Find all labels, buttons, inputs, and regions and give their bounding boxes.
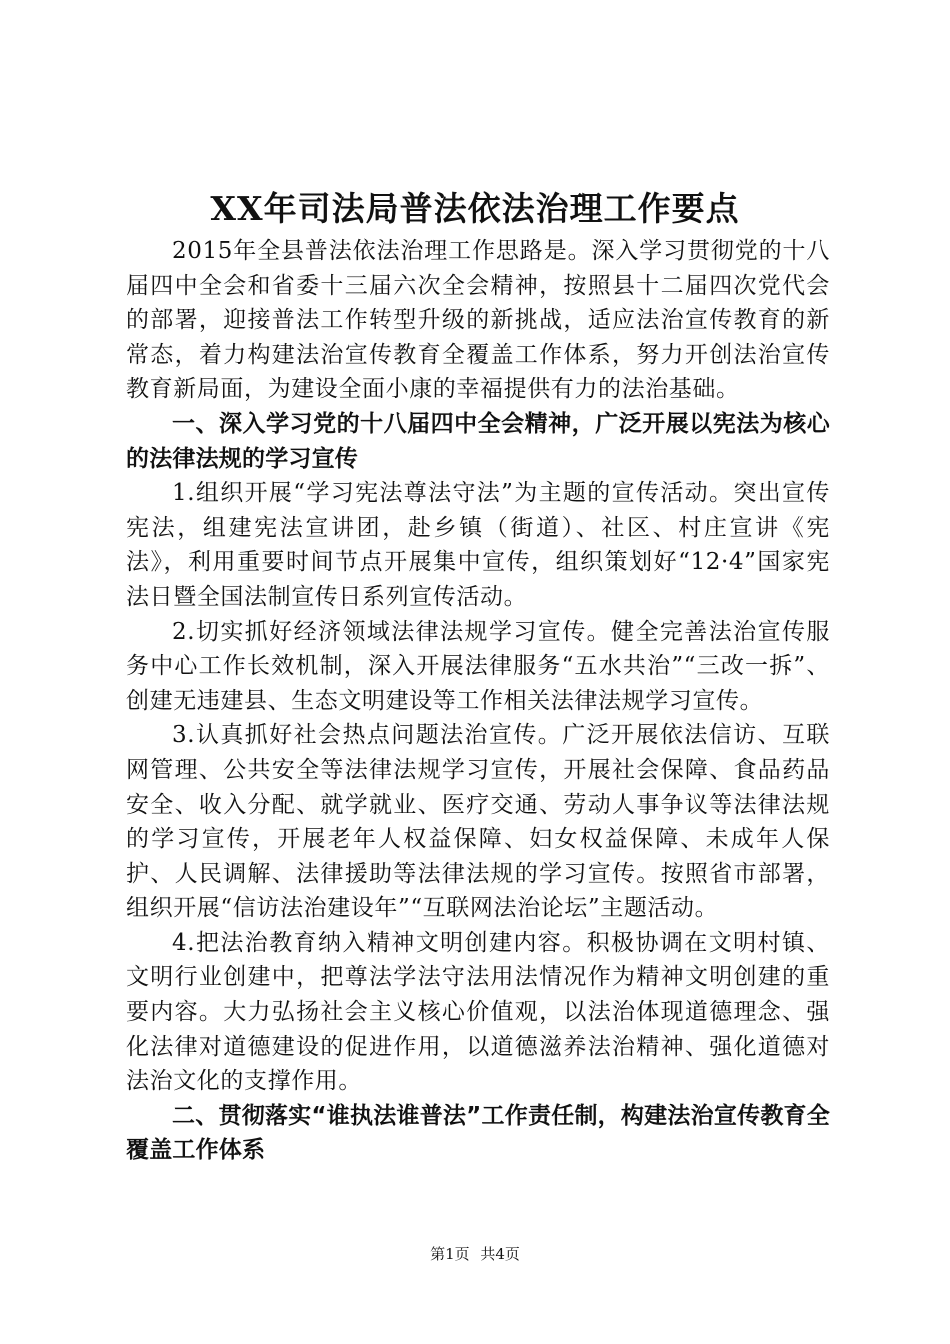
item-paragraph-3: 3.认真抓好社会热点问题法治宣传。广泛开展依法信访、互联网管理、公共安全等法律法规学习宣传，开展社会保障、食品药品安全、收入分配、就学就业、医疗交通、劳动人事争议等法律法规的学习宣传，开展老年人权益保障、妇女权益保障、未成年人保护、人民调解、法律援助等法律法规的学习宣传。按照省市部署，组织开展“信访法治建设年”“互联网法治论坛”主题活动。 [126, 722, 830, 922]
page-number: 第1页 [430, 1245, 470, 1263]
document-title: XX年司法局普法依法治理工作要点 [210, 189, 740, 228]
page-footer [0, 1244, 950, 1264]
section-heading-2: 二、贯彻落实“谁执法谁普法”工作责任制，构建法治宣传教育全覆盖工作体系 [126, 1102, 830, 1164]
item-paragraph-4: 4.把法治教育纳入精神文明创建内容。积极协调在文明村镇、文明行业创建中，把尊法学法守法用法情况作为精神文明创建的重要内容。大力弘扬社会主义核心价值观，以法治体现道德理念、强化法律对道德建设的促进作用，以道德滋养法治精神、强化道德对法治文化的支撑作用。 [126, 929, 830, 1095]
section-heading-1: 一、深入学习党的十八届四中全会精神，广泛开展以宪法为核心的法律法规的学习宣传 [126, 410, 830, 472]
item-paragraph-2: 2.切实抓好经济领域法律法规学习宣传。健全完善法治宣传服务中心工作长效机制，深入开展法律服务“五水共治”“三改一拆”、创建无违建县、生态文明建设等工作相关法律法规学习宣传。 [126, 618, 830, 714]
document-body [126, 234, 830, 1168]
intro-paragraph: 2015年全县普法依法治理工作思路是。深入学习贯彻党的十八届四中全会和省委十三届六次全会精神，按照县十二届四次党代会的部署，迎接普法工作转型升级的新挑战，适应法治宣传教育的新常态，着力构建法治宣传教育全覆盖工作体系，努力开创法治宣传教育新局面，为建设全面小康的幸福提供有力的法治基础。 [126, 238, 830, 403]
page-total: 共4页 [480, 1245, 520, 1263]
item-paragraph-1: 1.组织开展“学习宪法尊法守法”为主题的宣传活动。突出宣传宪法，组建宪法宣讲团，赴乡镇（街道）、社区、村庄宣讲《宪法》，利用重要时间节点开展集中宣传，组织策划好“12·4”国家宪法日暨全国法制宣传日系列宣传活动。 [126, 480, 830, 610]
